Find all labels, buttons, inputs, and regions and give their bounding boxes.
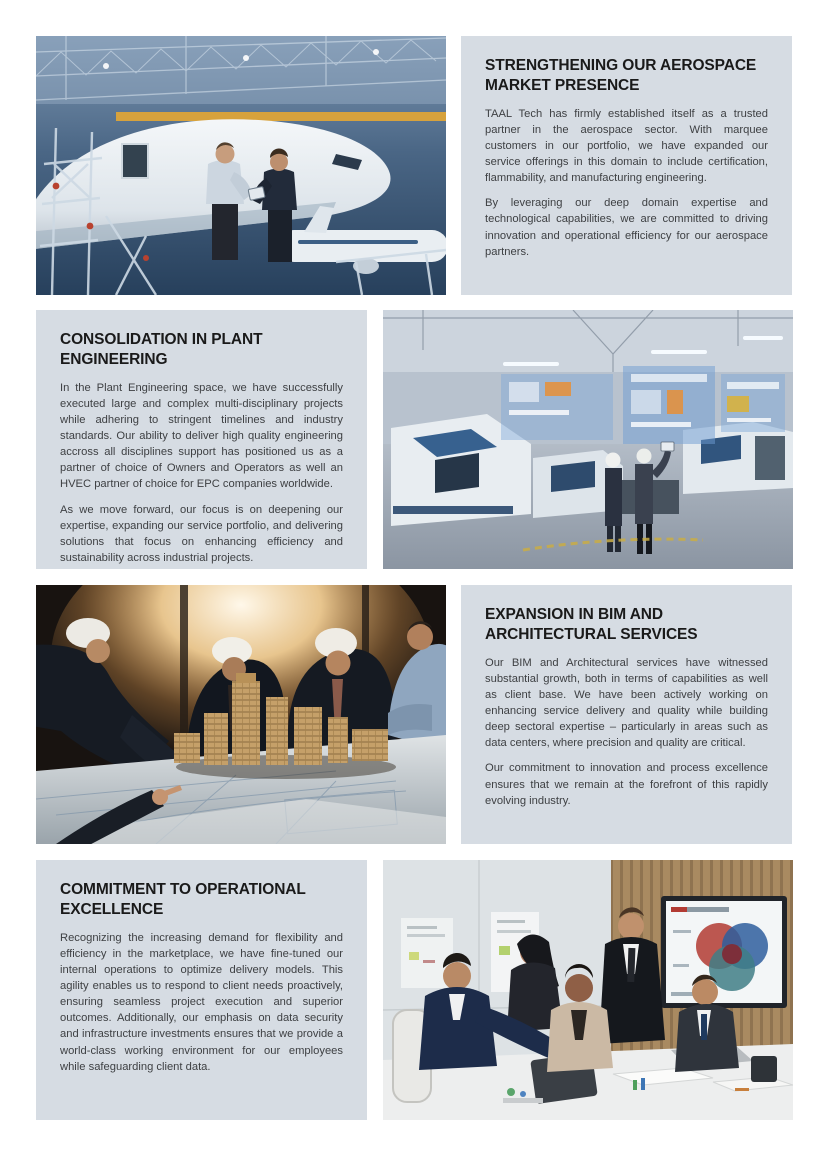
section-paragraph: Our BIM and Architectural services have witnessed substantial growth, both in terms of capabilities as well as client base. We have been actively working on enhancing service delivery and quality while building deep sectoral expertise – particularly in areas such as data centers, where precision and quality are critical. [485,656,768,750]
tablet-device [248,186,265,200]
smart-factory-photo [383,310,793,569]
aerospace-hangar-photo [36,36,446,295]
section-paragraph: Recognizing the increasing demand for flexibility and efficiency in the marketplace, we have fine-tuned our internal operations to optimize delivery models. This agility enables us to respond to client needs proactively, ensuring seamless project execution and superior outcomes. Additionally, our emphasis on data security and infrastructure investments ensures that we provide a world-class working environment for our employees while safeguarding client data. [60,931,343,1073]
section-title: CONSOLIDATION IN PLANT ENGINEERING [60,331,263,368]
section-paragraph: Our commitment to innovation and process excellence ensures that we remain at the forefront of this rapidly evolving industry. [485,762,768,807]
section-title: EXPANSION IN BIM AND ARCHITECTURAL SERVICES [485,606,698,643]
section-aerospace-panel [461,36,792,295]
presentation-screen [661,896,787,1008]
section-paragraph: As we move forward, our focus is on deepening our expertise, expanding our service portfolio, and delivering solutions that focus on enhancing efficiency and sustainability across industrial projects. [60,503,343,564]
section-operational-panel [36,860,367,1120]
section-paragraph: In the Plant Engineering space, we have successfully executed large and complex multi-disciplinary projects while adhering to stringent timelines and industry standards. Our ability to deliver high quality engineering accross all disciplines support has positioned us as a partner of choice of Owners and Operators as well an HVEC partner of choice for EPC companies worldwide. [60,381,343,491]
desk-phone [751,1056,777,1082]
section-paragraph: By leveraging our deep domain expertise and technological capabilities, we are committed to driving innovation and operational efficiency for our aerospace partners. [485,197,768,258]
section-title: COMMITMENT TO OPERATIONAL EXCELLENCE [60,881,306,918]
architects-model-photo [36,585,446,844]
section-title: STRENGTHENING OUR AEROSPACE MARKET PRESENCE [485,57,757,94]
section-paragraph: TAAL Tech has firmly established itself as a trusted partner in the aerospace sector. With marquee customers in our portfolio, we have expanded our service offerings in this domain to include certification, flammability, and manufacturing engineering. [485,107,768,185]
section-plant-engineering-panel [36,310,367,569]
business-meeting-photo [383,860,793,1120]
section-bim-panel [461,585,792,844]
